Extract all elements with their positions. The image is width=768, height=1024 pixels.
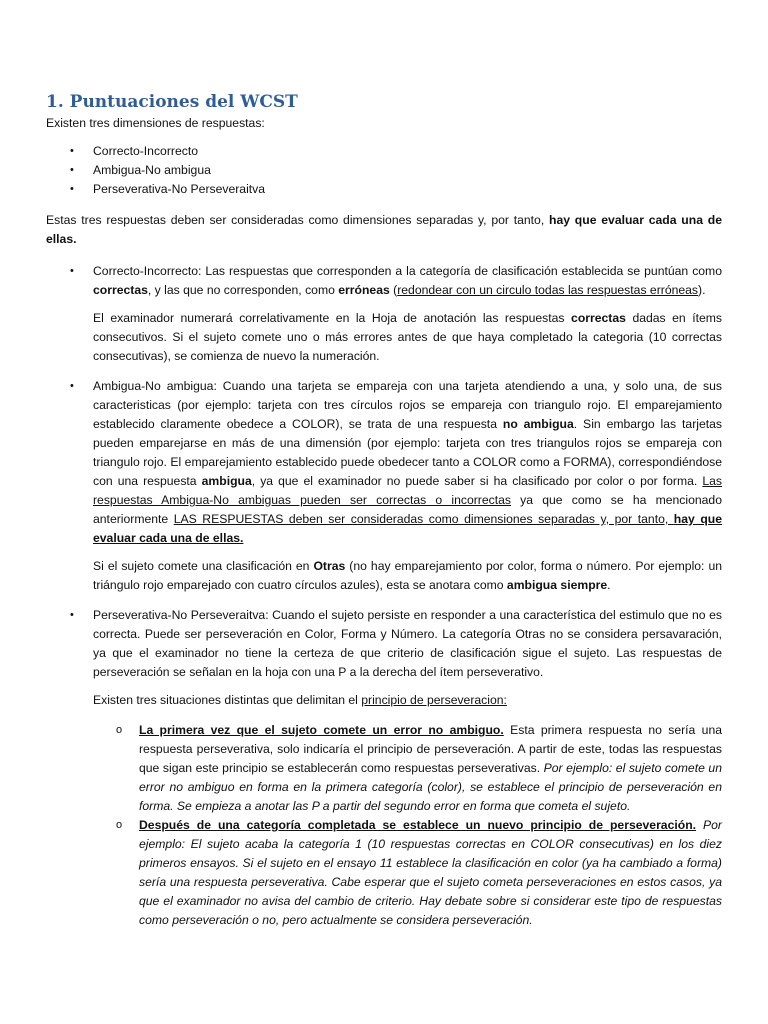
dimensions-list [46,142,722,199]
list-item: • Ambigua-No ambigua [46,161,722,180]
circle-bullet-icon: o [116,724,123,736]
bullet-icon: • [70,380,74,392]
paragraph-numeracion: El examinador numerará correlativamente en la Hoja de anotación las respuestas correctas dadas en ítems consecutivos. Si el sujeto comete uno o más errores antes de que haya completado la categoria (10 correctas consecutivas), se comienza de nuevo la numeración. [93,311,723,363]
bullet-icon: • [70,609,74,621]
bullet-icon: • [70,164,74,176]
circle-bullet-icon: o [116,819,123,831]
section-ambigua [46,377,722,548]
bullet-icon: • [70,265,74,277]
paragraph-text: Correcto-Incorrecto: Las respuestas que corresponden a la categoría de clasificación establecida se puntúan como correctas, y las que no corresponden, como erróneas (redondear con un circulo todas las respuestas erróneas). [93,264,722,297]
paragraph-dimensions: Estas tres respuestas deben ser consideradas como dimensiones separadas y, por tanto, hay que evaluar cada una de ellas. [46,213,722,246]
paragraph-text: Ambigua-No ambigua: Cuando una tarjeta se empareja con una tarjeta atendiendo a una, y solo una, de sus caracteristicas (por ejemplo: tarjeta con tres círculos rojos se empareja con triangulo rojo. El emparejamiento establecido claramente obedece a COLOR), se trata de una respuesta no ambigua. Sin embargo las tarjetas pueden emparejarse en más de una dimensión (por ejemplo: tarjeta con tres triangulos rojos se empareja con triangulo rojo. El emparejamiento establecido puede obedecer tanto a COLOR como a FORMA), correspondiéndose con una respuesta ambigua, ya que el examinador no puede saber si ha clasificado por color o por forma. Las respuestas Ambigua-No ambiguas pueden ser correctas o incorrectas ya que como se ha mencionado anteriormente LAS RESPUESTAS deben ser consideradas como dimensiones separadas y, por tanto, hay que evaluar cada una de ellas. [93,379,723,545]
situations-list [46,721,722,930]
list-item: o Después de una categoría completada se establece un nuevo principio de perseveración. Por ejemplo: El sujeto acaba la categoría 1 (10 respuestas correctas en COLOR consecutivas) en los diez primeros ensayos. Si el sujeto en el ensayo 11 establece la clasificación en color (ya ha cambiado a forma) sería una respuesta perseverativa. Cabe esperar que el sujeto cometa perseveraciones en estos casos, ya que el examinador no avisa del cambio de criterio. Hay debate sobre si considerar este tipo de respuestas como perseveración o no, pero actualmente se considera perseveración. [116,818,722,927]
intro-text: Existen tres dimensiones de respuestas: [46,116,265,130]
bullet-icon: • [70,145,74,157]
section-perseverativa [46,606,722,682]
list-item: o La primera vez que el sujeto comete un error no ambiguo. Esta primera respuesta no sería una respuesta perseverativa, solo indicaría el principio de perseveración. A partir de este, todas las respuestas que sigan este principio se establecerán como respuestas perseverativas. Por ejemplo: el sujeto comete un error no ambiguo en forma en la primera categoría (color), se establece el principio de perseveración en forma. Se empieza a anotar las P a partir del segundo error en forma que cometa el sujeto. [116,723,723,813]
section-correcto-incorrecto [46,262,722,300]
paragraph-text: Perseverativa-No Perseveraitva: Cuando el sujeto persiste en responder a una característica del estimulo que no es correcta. Puede ser perseveración en Color, Forma y Número. La categoría Otras no se considera persavaración, ya que el examinador no tiene la certeza de que criterio de clasificación sigue el sujeto. Las respuestas de perseveración se señalan en la hoja con una P a la derecha del ítem perseverativo. [93,608,722,679]
section-title: 1. Puntuaciones del WCST [46,92,298,112]
paragraph-otras: Si el sujeto comete una clasificación en Otras (no hay emparejamiento por color, forma o número. Por ejemplo: un triángulo rojo emparejado con cuatro círculos azules), esta se anotara como ambigua siempre. [93,559,722,592]
paragraph-principio: Existen tres situaciones distintas que delimitan el principio de perseveracion: [93,693,507,707]
bullet-icon: • [70,183,74,195]
list-item: • Perseverativa-No Perseveraitva [46,180,722,199]
list-item: • Correcto-Incorrecto [46,142,722,161]
